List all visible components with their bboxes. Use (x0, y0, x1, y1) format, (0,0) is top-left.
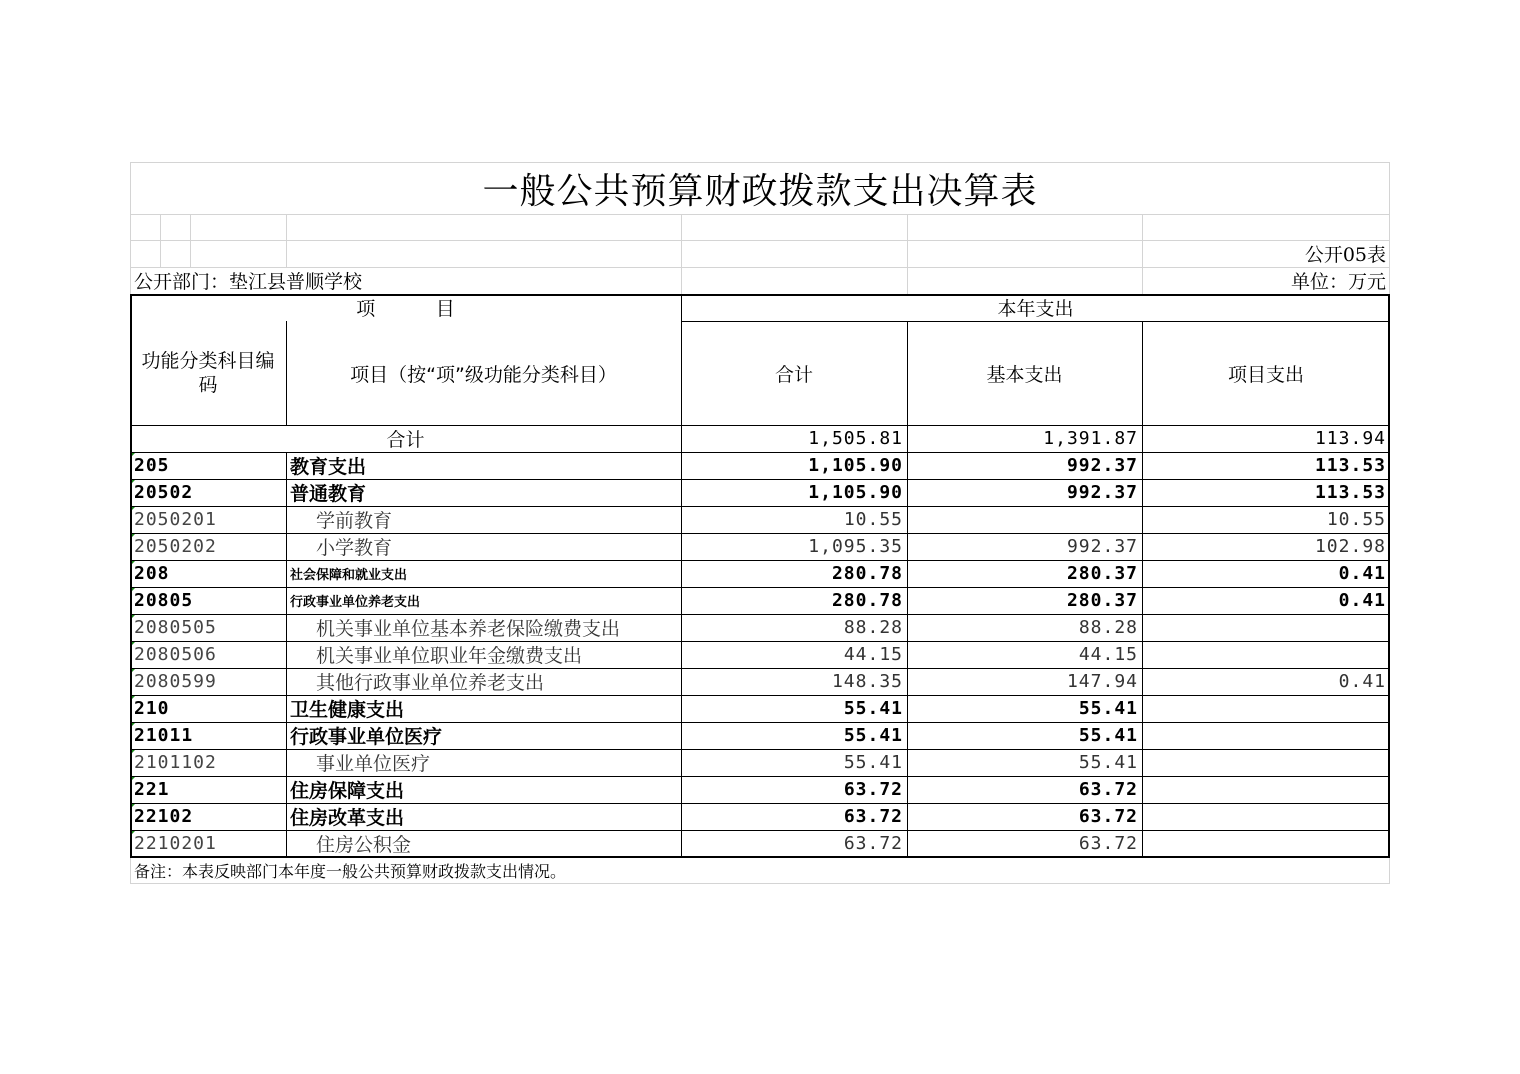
cell-name: 行政事业单位养老支出 (290, 595, 421, 610)
cell-code (130, 614, 286, 641)
report-title: 一般公共预算财政拨款支出决算表 (482, 170, 1038, 212)
cell-code (130, 722, 286, 749)
header-year-group: 本年支出 (997, 298, 1074, 320)
cell-project (1142, 722, 1390, 749)
table-border (130, 294, 132, 857)
cell-total: 63.72 (843, 779, 903, 800)
cell-code-text: 210 (134, 698, 170, 719)
cell-code (130, 506, 286, 533)
cell-code-text: 20805 (134, 590, 194, 611)
table-border (130, 614, 1390, 615)
cell-name: 社会保障和就业支出 (290, 568, 408, 583)
cell-code (130, 776, 286, 803)
cell-total: 55.41 (843, 698, 903, 719)
cell-name: 住房保障支出 (290, 780, 405, 802)
cell-project (1142, 776, 1390, 803)
cell-basic: 63.72 (1078, 833, 1138, 854)
cell-basic: 63.72 (1078, 806, 1138, 827)
sheet-gridline (1389, 162, 1390, 294)
table-border (130, 641, 1390, 642)
cell-basic: 55.41 (1078, 752, 1138, 773)
sheet-gridline (907, 267, 908, 294)
cell-project: 102.98 (1314, 536, 1386, 557)
table-border (130, 695, 1390, 696)
sheet-gridline (681, 267, 682, 294)
cell-basic: 44.15 (1078, 644, 1138, 665)
cell-code (130, 560, 286, 587)
department-label: 公开部门：垫江县普顺学校 (134, 271, 363, 293)
sheet-gridline (1389, 857, 1390, 884)
header-total: 合计 (774, 363, 813, 386)
table-border (130, 533, 1390, 534)
cell-name: 机关事业单位职业年金缴费支出 (316, 645, 583, 667)
sheet-gridline (681, 214, 682, 267)
cell-code-text: 221 (134, 779, 170, 800)
cell-total: 63.72 (843, 833, 903, 854)
table-border (130, 294, 1390, 296)
table-border (130, 857, 1390, 858)
table-border (130, 776, 1390, 777)
cell-name: 事业单位医疗 (316, 753, 431, 775)
cell-basic: 992.37 (1066, 536, 1138, 557)
unit-label: 单位：万元 (1290, 271, 1386, 293)
cell-code-text: 22102 (134, 806, 194, 827)
table-border (286, 452, 287, 857)
cell-project (1142, 641, 1390, 668)
cell-code-text: 20502 (134, 482, 194, 503)
cell-name: 学前教育 (316, 510, 393, 532)
cell-code-text: 2080505 (134, 617, 217, 638)
cell-code-text: 2080599 (134, 671, 217, 692)
footnote: 备注：本表反映部门本年度一般公共预算财政拨款支出情况。 (134, 862, 567, 881)
cell-name: 住房公积金 (316, 834, 412, 856)
sheet-gridline (160, 214, 161, 267)
table-border (681, 294, 682, 857)
cell-code-text: 2050202 (134, 536, 217, 557)
sheet-gridline (130, 162, 1390, 163)
sheet-gridline (130, 267, 1390, 268)
cell-project (1142, 695, 1390, 722)
budget-sheet (130, 162, 1390, 884)
total-row-label: 合计 (386, 429, 425, 451)
total-row-project: 113.94 (1314, 428, 1386, 449)
cell-total: 55.41 (843, 752, 903, 773)
sheet-gridline (1142, 214, 1143, 267)
cell-total: 44.15 (843, 644, 903, 665)
cell-total: 1,105.90 (808, 455, 903, 476)
sheet-gridline (130, 214, 1390, 215)
cell-total: 1,095.35 (808, 536, 903, 557)
cell-project: 113.53 (1314, 455, 1386, 476)
cell-total: 88.28 (843, 617, 903, 638)
cell-total: 1,105.90 (808, 482, 903, 503)
table-border (130, 425, 1390, 426)
cell-basic: 147.94 (1066, 671, 1138, 692)
table-border (130, 560, 1390, 561)
cell-project: 0.41 (1338, 563, 1386, 584)
cell-project: 0.41 (1338, 671, 1386, 692)
cell-code (130, 695, 286, 722)
table-border (130, 722, 1390, 723)
cell-total: 280.78 (831, 590, 903, 611)
header-name: 项目（按“项”级功能分类科目） (350, 363, 617, 386)
cell-name: 教育支出 (290, 456, 367, 478)
cell-code-text: 205 (134, 455, 170, 476)
cell-name: 机关事业单位基本养老保险缴费支出 (316, 618, 621, 640)
cell-name: 住房改革支出 (290, 807, 405, 829)
cell-name: 卫生健康支出 (290, 699, 405, 721)
sheet-gridline (907, 214, 908, 267)
cell-code-text: 2080506 (134, 644, 217, 665)
table-border (130, 479, 1390, 480)
cell-total: 55.41 (843, 725, 903, 746)
cell-code-text: 21011 (134, 725, 194, 746)
cell-name: 其他行政事业单位养老支出 (316, 672, 545, 694)
sheet-gridline (286, 214, 287, 267)
cell-basic: 992.37 (1066, 455, 1138, 476)
cell-total: 10.55 (843, 509, 903, 530)
cell-code (130, 587, 286, 614)
cell-code (130, 533, 286, 560)
table-border (130, 452, 1390, 453)
table-border (130, 506, 1390, 507)
table-border (286, 321, 287, 425)
table-border (130, 668, 1390, 669)
cell-code-text: 2210201 (134, 833, 217, 854)
cell-basic: 63.72 (1078, 779, 1138, 800)
cell-code (130, 452, 286, 479)
cell-code-text: 208 (134, 563, 170, 584)
table-border (130, 587, 1390, 588)
header-basic: 基本支出 (986, 363, 1063, 386)
cell-basic: 280.37 (1066, 590, 1138, 611)
header-item-group: 项 目 (356, 298, 455, 320)
cell-basic: 55.41 (1078, 698, 1138, 719)
sheet-gridline (190, 214, 191, 267)
cell-basic: 55.41 (1078, 725, 1138, 746)
table-border (130, 803, 1390, 804)
header-project: 项目支出 (1227, 363, 1304, 386)
cell-code-text: 2050201 (134, 509, 217, 530)
table-border (130, 749, 1390, 750)
cell-project (1142, 614, 1390, 641)
sheet-gridline (130, 883, 1390, 884)
total-row-basic: 1,391.87 (1043, 428, 1138, 449)
cell-project: 0.41 (1338, 590, 1386, 611)
form-number: 公开05表 (1304, 244, 1386, 266)
cell-name: 行政事业单位医疗 (290, 726, 443, 748)
table-border (130, 830, 1390, 831)
header-code-text: 功能分类科目编码 (141, 350, 275, 396)
cell-code (130, 668, 286, 695)
cell-basic: 992.37 (1066, 482, 1138, 503)
cell-total: 63.72 (843, 806, 903, 827)
cell-basic (907, 506, 1142, 533)
table-border (681, 321, 1390, 322)
cell-code (130, 803, 286, 830)
cell-project: 10.55 (1326, 509, 1386, 530)
cell-code (130, 641, 286, 668)
cell-code (130, 830, 286, 857)
sheet-gridline (130, 162, 131, 294)
cell-project (1142, 803, 1390, 830)
cell-project: 113.53 (1314, 482, 1386, 503)
cell-project (1142, 749, 1390, 776)
cell-total: 148.35 (831, 671, 903, 692)
cell-code-text: 2101102 (134, 752, 217, 773)
sheet-gridline (130, 857, 131, 884)
cell-total: 280.78 (831, 563, 903, 584)
cell-basic: 88.28 (1078, 617, 1138, 638)
sheet-gridline (130, 240, 1390, 241)
sheet-gridline (1142, 267, 1143, 294)
cell-code (130, 479, 286, 506)
cell-code (130, 749, 286, 776)
cell-project (1142, 830, 1390, 857)
header-code (130, 321, 286, 425)
cell-basic: 280.37 (1066, 563, 1138, 584)
cell-name: 普通教育 (290, 483, 367, 505)
total-row-total: 1,505.81 (808, 428, 903, 449)
cell-name: 小学教育 (316, 537, 393, 559)
table-border (1388, 294, 1390, 857)
